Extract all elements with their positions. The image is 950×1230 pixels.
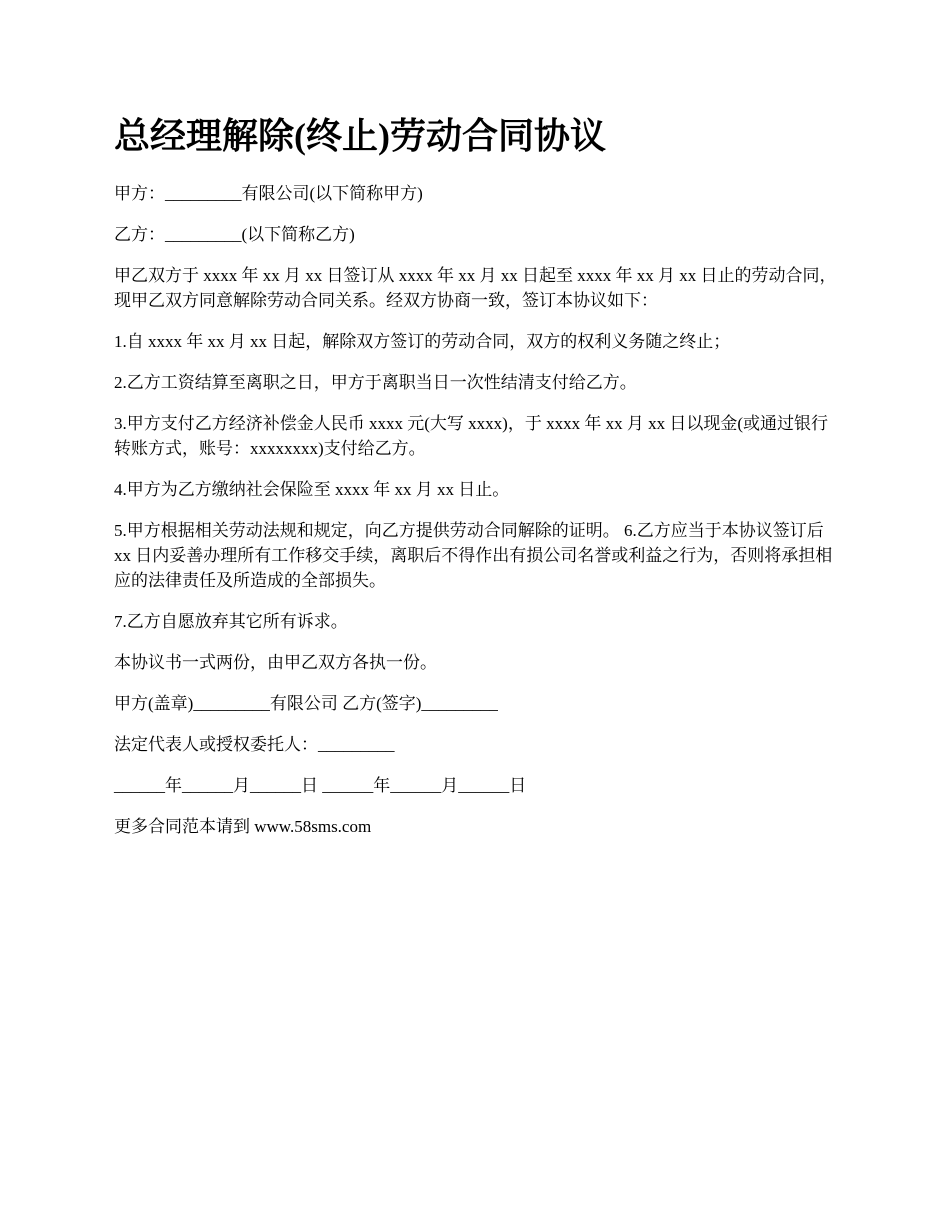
clause-2: 2.乙方工资结算至离职之日，甲方于离职当日一次性结清支付给乙方。	[114, 373, 637, 392]
document-body	[114, 181, 844, 855]
clause-4: 4.甲方为乙方缴纳社会保险至 xxxx 年 xx 月 xx 日止。	[114, 480, 510, 499]
clause-5-6: 5.甲方根据相关劳动法规和规定，向乙方提供劳动合同解除的证明。 6.乙方应当于本协议签订后 xx 日内妥善办理所有工作移交手续，离职后不得作出有损公司名誉或利益之行为，否则将承担相应的法律责任及所造成的全部损失。	[114, 521, 833, 590]
footer-link-text: 更多合同范本请到 www.58sms.com	[114, 817, 372, 836]
clause-3: 3.甲方支付乙方经济补偿金人民币 xxxx 元(大写 xxxx)，于 xxxx 年 xx 月 xx 日以现金(或通过银行转账方式，账号：xxxxxxxx)支付给乙方。	[114, 414, 828, 458]
signature-line: 甲方(盖章)_________有限公司 乙方(签字)_________	[114, 694, 498, 713]
clause-7: 7.乙方自愿放弃其它所有诉求。	[114, 612, 348, 631]
party-a-line: 甲方：_________有限公司(以下简称甲方)	[114, 184, 423, 203]
date-line: ______年______月______日 ______年______月______日	[114, 776, 527, 795]
intro-paragraph: 甲乙双方于 xxxx 年 xx 月 xx 日签订从 xxxx 年 xx 月 xx 日起至 xxxx 年 xx 月 xx 日止的劳动合同，现甲乙双方同意解除劳动合同关系。经双方协商一致，签订本协议如下：	[114, 266, 837, 310]
party-b-line: 乙方：_________(以下简称乙方)	[114, 225, 355, 244]
copies-note: 本协议书一式两份，由甲乙双方各执一份。	[114, 653, 437, 672]
representative-line: 法定代表人或授权委托人：_________	[114, 735, 395, 754]
document-title: 总经理解除(终止)劳动合同协议	[114, 116, 606, 156]
clause-1: 1.自 xxxx 年 xx 月 xx 日起，解除双方签订的劳动合同，双方的权利义务随之终止；	[114, 332, 731, 351]
